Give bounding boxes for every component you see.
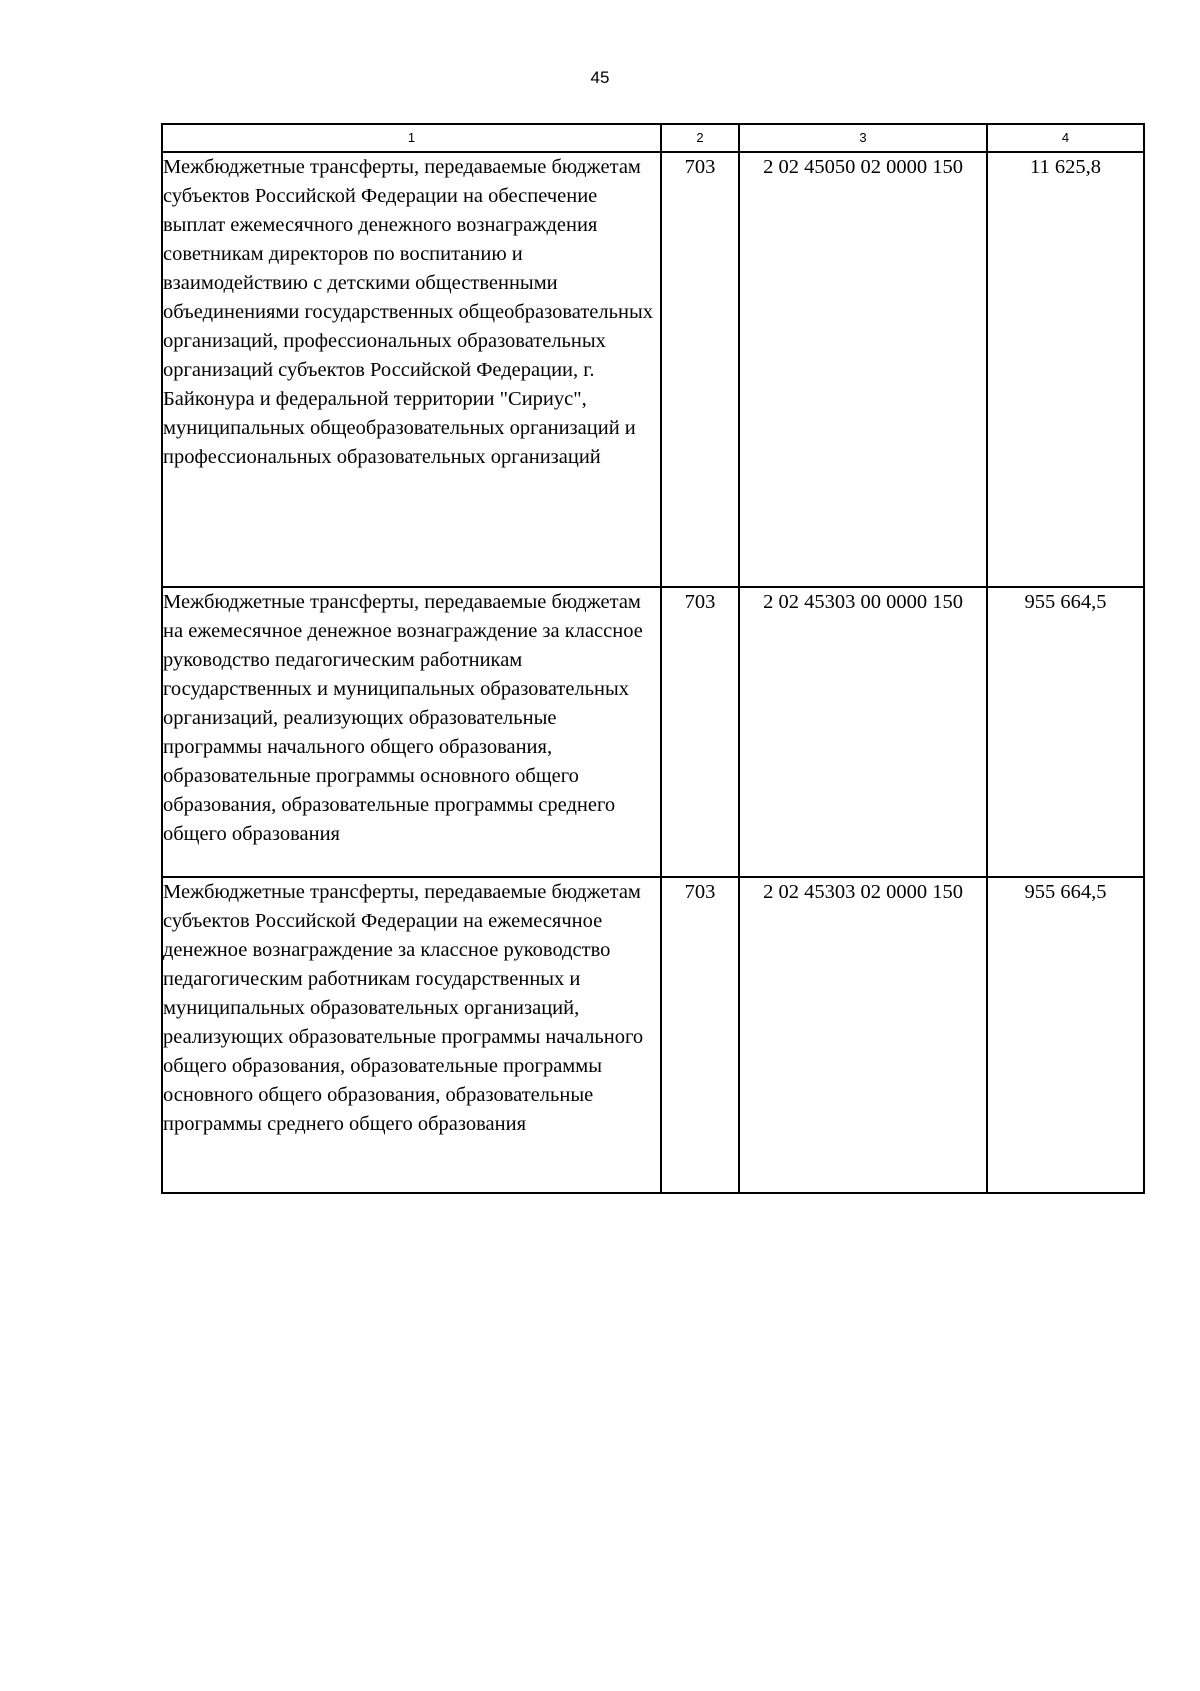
header-col-1: 1 — [162, 124, 661, 152]
header-col-2: 2 — [661, 124, 739, 152]
table-row — [162, 877, 1144, 1193]
row-code-cell: 2 02 45303 02 0000 150 — [739, 877, 987, 1193]
header-col-4: 4 — [987, 124, 1144, 152]
table-header-row — [162, 124, 1144, 152]
table-row — [162, 587, 1144, 877]
row-gr-cell: 703 — [661, 152, 739, 587]
row-code-cell: 2 02 45303 00 0000 150 — [739, 587, 987, 877]
row-sum-cell: 11 625,8 — [987, 152, 1144, 587]
budget-table — [161, 123, 1145, 1194]
page-number: 45 — [590, 68, 610, 87]
row-gr-cell: 703 — [661, 877, 739, 1193]
header-col-3: 3 — [739, 124, 987, 152]
row-sum-cell: 955 664,5 — [987, 877, 1144, 1193]
table-row — [162, 152, 1144, 587]
row-name-cell: Межбюджетные трансферты, передаваемые бюджетам на ежемесячное денежное вознаграждение за классное руководство педагогическим работникам государственных и муниципальных образовательных организаций, реализующих образовательные программы начального общего образования, образовательные программы основного общего образования, образовательные программы среднего общего образования — [162, 587, 661, 877]
row-name-cell: Межбюджетные трансферты, передаваемые бюджетам субъектов Российской Федерации на ежемесячное денежное вознаграждение за классное руководство педагогическим работникам государственных и муниципальных образовательных организаций, реализующих образовательные программы начального общего образования, образовательные программы основного общего образования, образовательные программы среднего общего образования — [162, 877, 661, 1193]
row-code-cell: 2 02 45050 02 0000 150 — [739, 152, 987, 587]
row-name-cell: Межбюджетные трансферты, передаваемые бюджетам субъектов Российской Федерации на обеспечение выплат ежемесячного денежного вознаграждения советникам директоров по воспитанию и взаимодействию с детскими общественными объединениями государственных общеобразовательных организаций, профессиональных образовательных организаций субъектов Российской Федерации, г. Байконура и федеральной территории "Сириус", муниципальных общеобразовательных организаций и профессиональных образовательных организаций — [162, 152, 661, 587]
row-sum-cell: 955 664,5 — [987, 587, 1144, 877]
row-gr-cell: 703 — [661, 587, 739, 877]
